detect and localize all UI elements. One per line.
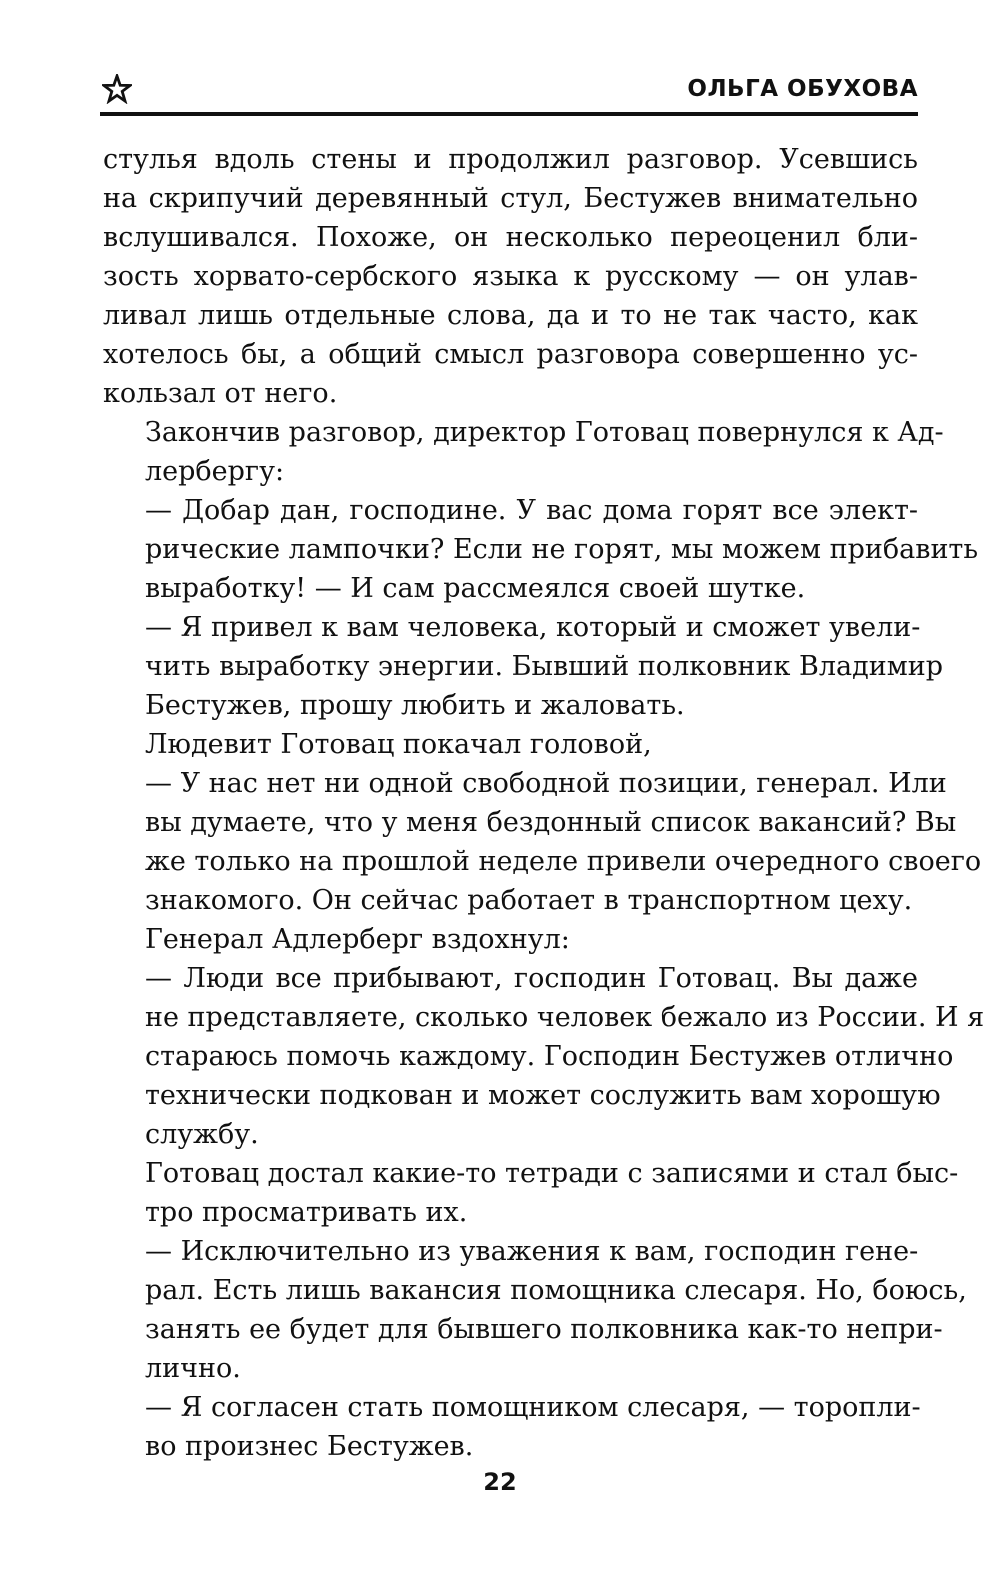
paragraph	[103, 140, 918, 413]
text-line: же только на прошлой неделе привели очередного своего	[145, 846, 982, 877]
text-line: Закончив разговор, директор Готовац повернулся к Ад-	[145, 417, 944, 448]
text-line: вслушивался. Похоже, он несколько переоценил бли-	[103, 222, 918, 253]
paragraph	[103, 608, 943, 725]
text-line: выработку! — И сам рассмеялся своей шутке.	[145, 573, 806, 604]
text-line: рические лампочки? Если не горят, мы можем прибавить	[145, 534, 979, 565]
paragraph	[103, 920, 918, 959]
text-line: чить выработку энергии. Бывший полковник Владимир	[145, 651, 943, 682]
paragraph	[103, 491, 979, 608]
text-line: во произнес Бестужев.	[145, 1431, 474, 1462]
text-line: знакомого. Он сейчас работает в транспортном цеху.	[145, 885, 913, 916]
paragraph	[103, 1154, 959, 1232]
text-line: ливал лишь отдельные слова, да и то не так часто, как	[103, 300, 918, 331]
text-line: службу.	[145, 1119, 259, 1150]
text-line: — Исключительно из уважения к вам, господин гене-	[145, 1236, 919, 1267]
text-line: рал. Есть лишь вакансия помощника слесаря. Но, боюсь,	[145, 1275, 967, 1306]
header-rule	[100, 112, 918, 116]
text-line: вы думаете, что у меня бездонный список вакансий? Вы	[145, 807, 957, 838]
paragraph	[103, 959, 985, 1154]
text-line: тро просматривать их.	[145, 1197, 468, 1228]
text-line: кользал от него.	[103, 378, 338, 409]
text-line: лербергу:	[145, 456, 285, 487]
text-line: на скрипучий деревянный стул, Бестужев внимательно	[103, 183, 918, 214]
text-line: хотелось бы, а общий смысл разговора совершенно ус-	[103, 339, 918, 370]
text-line: стараюсь помочь каждому. Господин Бестужев отлично	[145, 1041, 954, 1072]
paragraph	[103, 764, 982, 920]
text-line: зость хорвато-сербского языка к русскому — он улав-	[103, 261, 918, 292]
text-line: занять ее будет для бывшего полковника как-то непри-	[145, 1314, 943, 1345]
body-text	[103, 140, 985, 1466]
text-line: Генерал Адлерберг вздохнул:	[145, 924, 570, 955]
paragraph	[103, 725, 918, 764]
text-line: Людевит Готовац покачал головой,	[145, 729, 652, 760]
text-line: — Я согласен стать помощником слесаря, — торопли-	[145, 1392, 921, 1423]
text-line: лично.	[145, 1353, 241, 1384]
text-line: — Я привел к вам человека, который и сможет увели-	[145, 612, 921, 643]
text-line: — У нас нет ни одной свободной позиции, генерал. Или	[145, 768, 947, 799]
text-line: — Люди все прибывают, господин Готовац. Вы даже	[145, 963, 918, 994]
running-header	[100, 68, 918, 112]
text-line: стулья вдоль стены и продолжил разговор. Усевшись	[103, 144, 918, 175]
paragraph	[103, 1388, 921, 1466]
running-header-author: ОЛЬГА ОБУХОВА	[687, 76, 918, 102]
page-number: 22	[483, 1468, 517, 1496]
star-outline-icon	[102, 74, 132, 104]
text-line: — Добар дан, господине. У вас дома горят все элект-	[145, 495, 918, 526]
text-line: не представляете, сколько человек бежало из России. И я	[145, 1002, 985, 1033]
text-line: Бестужев, прошу любить и жаловать.	[145, 690, 685, 721]
paragraph	[103, 1232, 967, 1388]
text-line: Готовац достал какие-то тетради с записями и стал быс-	[145, 1158, 959, 1189]
text-line: технически подкован и может сослужить вам хорошую	[145, 1080, 941, 1111]
paragraph	[103, 413, 944, 491]
